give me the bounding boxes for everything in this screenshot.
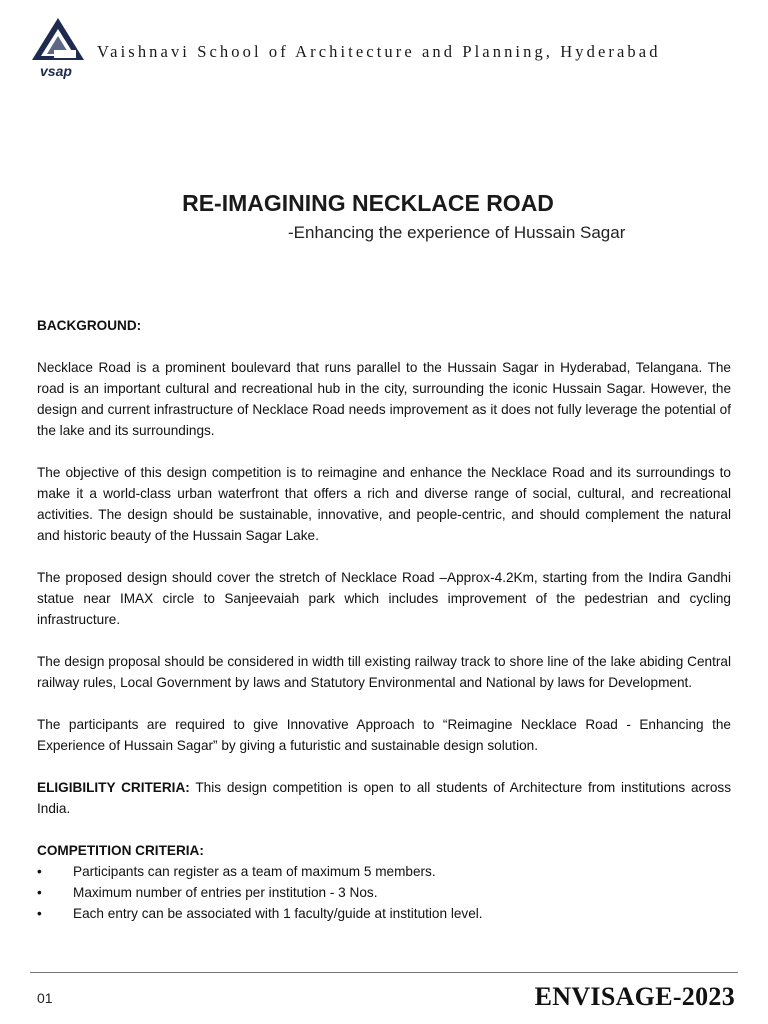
background-paragraph-1: Necklace Road is a prominent boulevard that runs parallel to the Hussain Sagar in Hyderabad, Telangana. The road is an important cultural and recreational hub in the city, surrounding the iconic Hussain Sagar. However, the design and current infrastructure of Necklace Road needs improvement as it does not fully leverage the potential of the lake and its surroundings. (37, 360, 731, 438)
competition-heading: COMPETITION CRITERIA: (37, 843, 204, 858)
bullet-icon: • (37, 885, 42, 900)
page-subtitle: -Enhancing the experience of Hussain Sagar (288, 223, 626, 242)
background-paragraph-5: The participants are required to give Innovative Approach to “Reimagine Necklace Road - Enhancing the Experience of Hussain Sagar” by giving a futuristic and sustainable design solution. (37, 717, 731, 753)
eligibility-label: ELIGIBILITY CRITERIA: (37, 780, 190, 795)
list-item (37, 882, 731, 903)
competition-list (37, 861, 731, 924)
bullet-icon: • (37, 906, 42, 921)
eligibility-paragraph (37, 777, 731, 819)
vsap-logo (30, 16, 86, 84)
background-heading: BACKGROUND: (37, 318, 142, 333)
list-item-text: Each entry can be associated with 1 faculty/guide at institution level. (73, 906, 483, 921)
document-body (37, 315, 731, 924)
event-name: ENVISAGE-2023 (534, 982, 735, 1011)
list-item-text: Maximum number of entries per institution - 3 Nos. (73, 885, 378, 900)
background-paragraph-4: The design proposal should be considered in width till existing railway track to shore line of the lake abiding Central railway rules, Local Government by laws and Statutory Environmental and National by laws for Development. (37, 654, 731, 690)
eligibility-text: This design competition is open to all students of Architecture from institutions across India. (37, 780, 731, 816)
page-title (0, 190, 736, 217)
page-title-text: RE-IMAGINING NECKLACE ROAD (182, 190, 554, 216)
list-item (37, 861, 731, 882)
school-name: Vaishnavi School of Architecture and Planning, Hyderabad (97, 42, 661, 61)
bullet-icon: • (37, 864, 42, 879)
page-number: 01 (37, 990, 53, 1006)
list-item (37, 903, 731, 924)
background-paragraph-3: The proposed design should cover the stretch of Necklace Road –Approx-4.2Km, starting from the Indira Gandhi statue near IMAX circle to Sanjeevaiah park which includes improvement of the pedestrian and cycling infrastructure. (37, 570, 731, 627)
svg-text:vsap: vsap (40, 63, 72, 79)
footer-divider (30, 972, 738, 973)
list-item-text: Participants can register as a team of maximum 5 members. (73, 864, 436, 879)
background-paragraph-2: The objective of this design competition is to reimagine and enhance the Necklace Road and its surroundings to make it a world-class urban waterfront that offers a rich and diverse range of social, cultural, and recreational activities. The design should be sustainable, innovative, and people-centric, and should complement the natural and historic beauty of the Hussain Sagar Lake. (37, 465, 731, 543)
